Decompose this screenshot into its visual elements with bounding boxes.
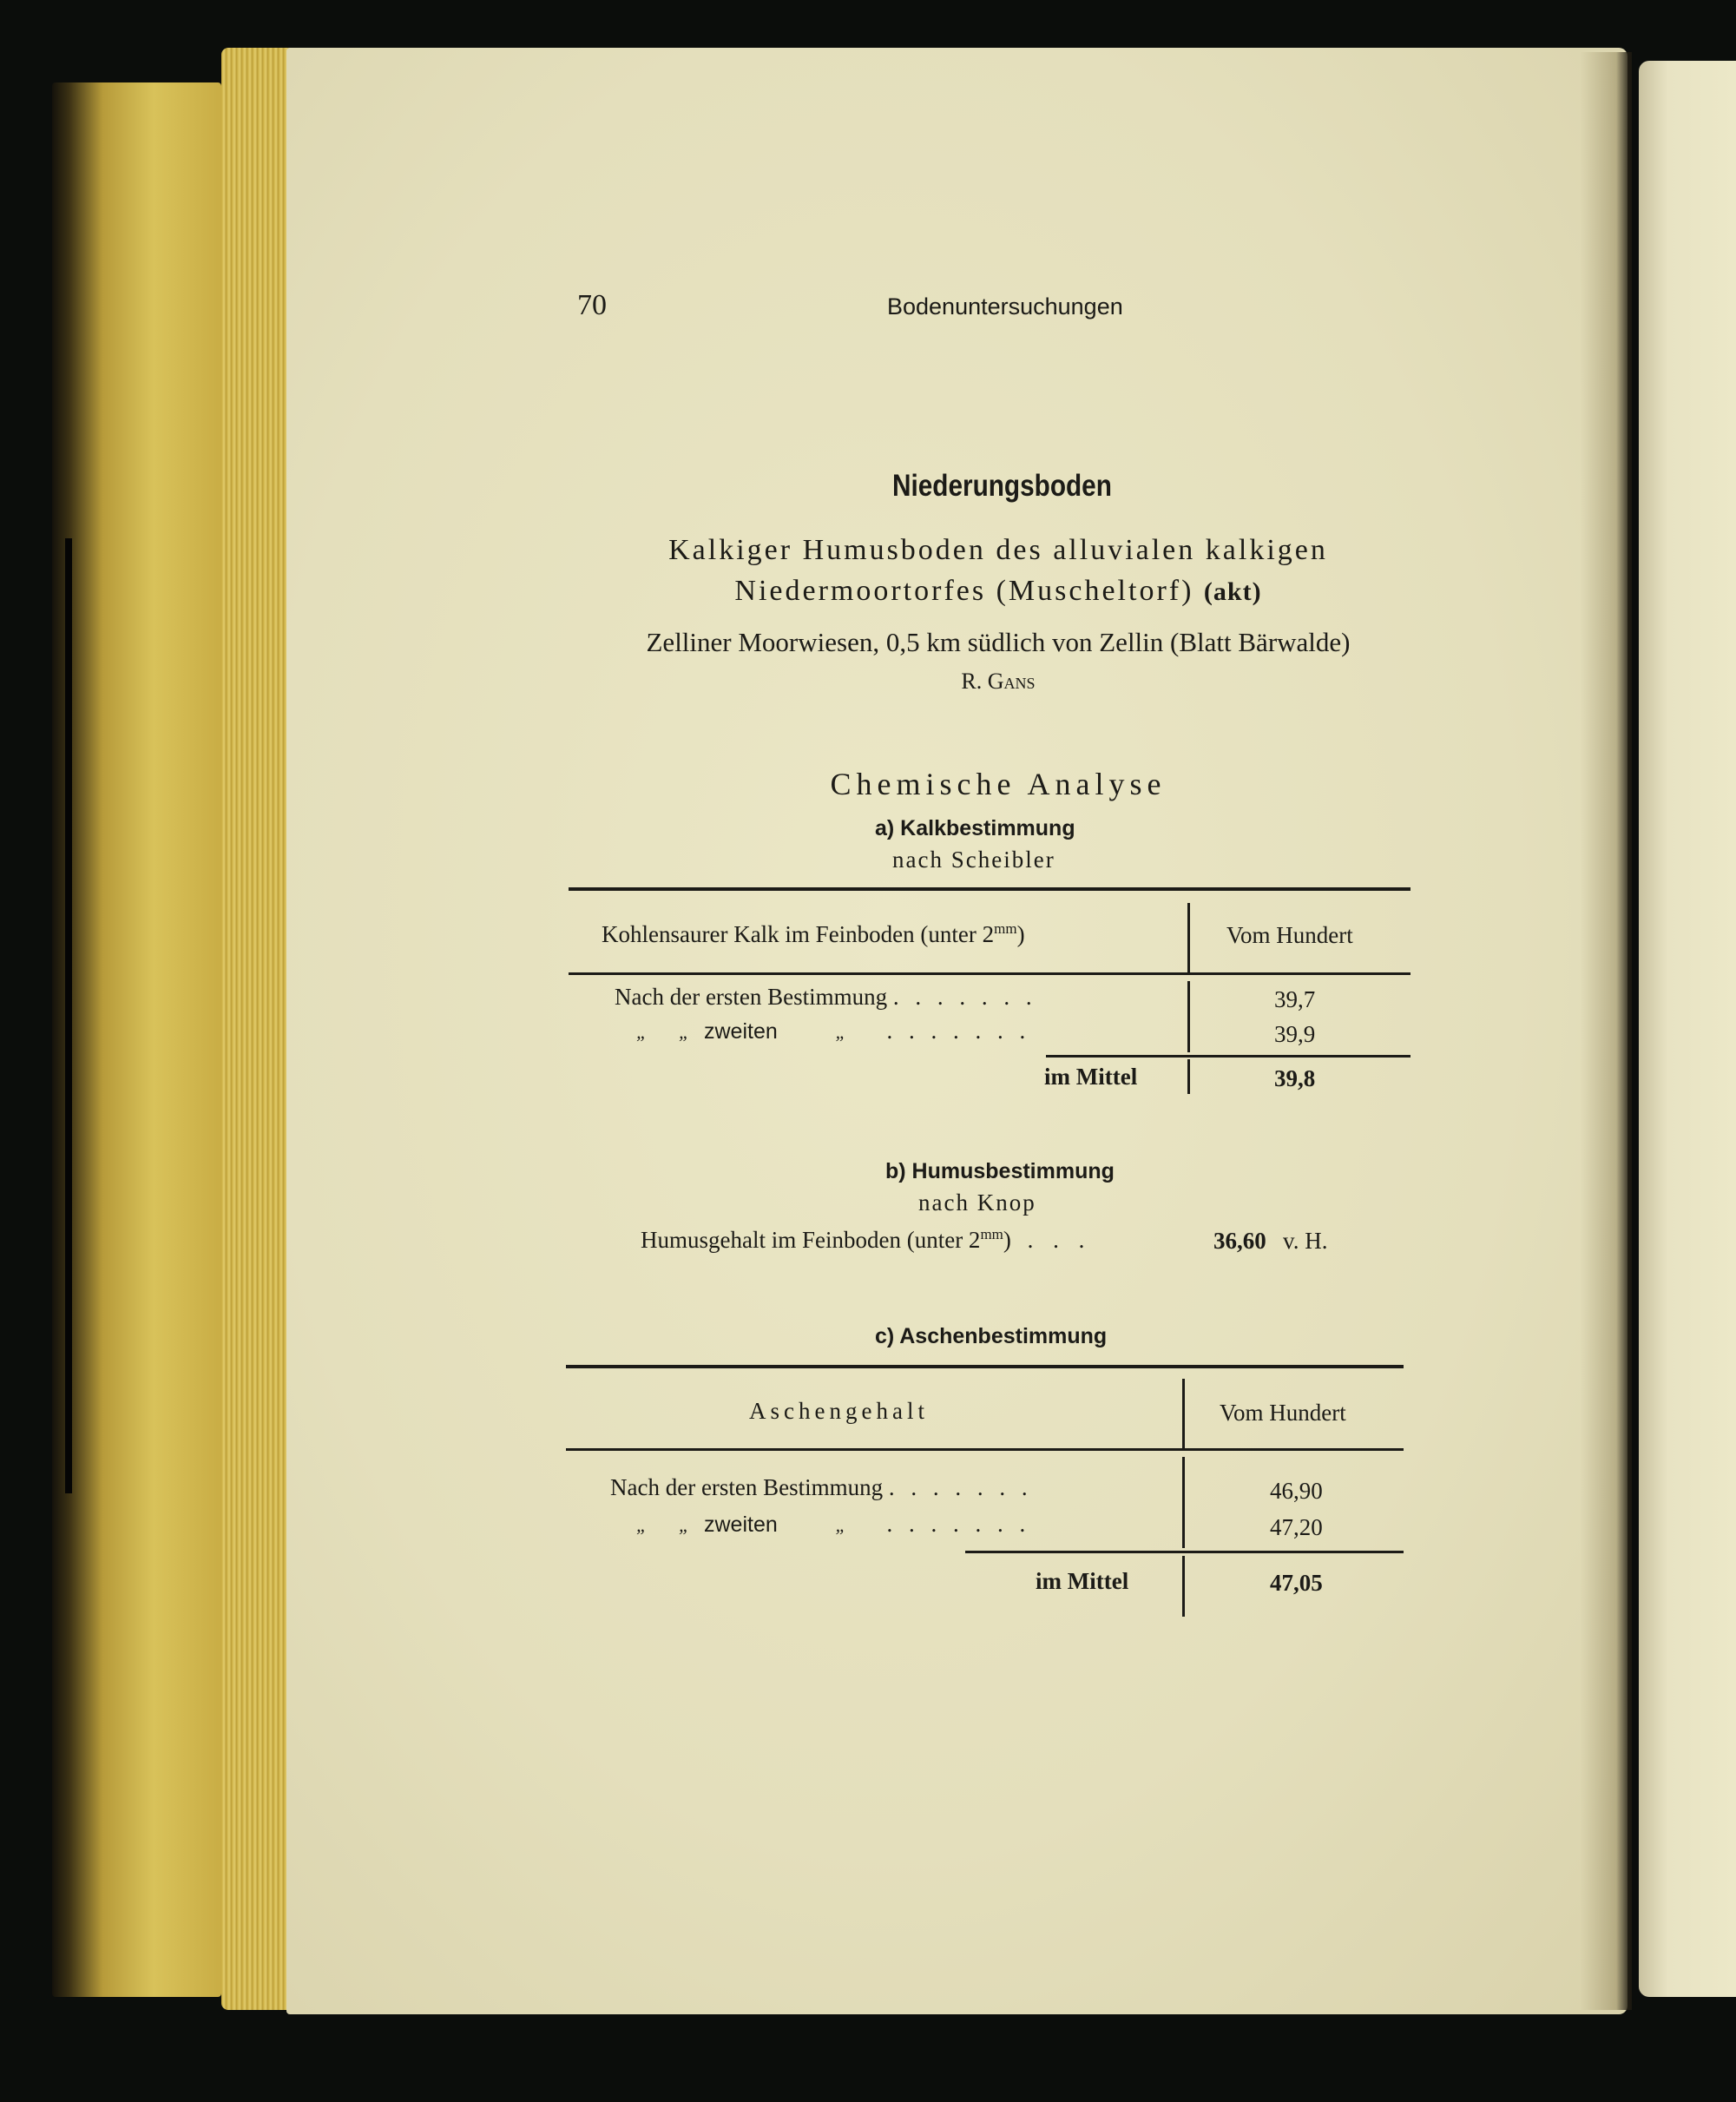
kalk-header-bottom-rule: [569, 972, 1410, 975]
kalk-mean-rule: [1046, 1055, 1410, 1058]
book-left-edge: [52, 82, 221, 1997]
humus-heading: b) Humusbestimmung: [885, 1159, 1115, 1183]
subtitle-line-1: Kalkiger Humusboden des alluvialen kalkigen: [668, 534, 1328, 566]
analysis-title: Chemische Analyse: [830, 767, 1167, 801]
asche-mean-rule: [965, 1551, 1404, 1553]
humus-value: 36,60: [1213, 1228, 1266, 1254]
kalk-mean-value: 39,8: [1274, 1065, 1316, 1091]
asche-row2-label: „ „ zweiten „ . . . . . . .: [636, 1511, 1031, 1537]
humus-unit: v. H.: [1283, 1228, 1328, 1254]
asche-mean-label: im Mittel: [1036, 1568, 1129, 1594]
page-number: 70: [577, 289, 607, 321]
asche-header-bottom-rule: [566, 1448, 1404, 1451]
kalk-row1-value: 39,7: [1274, 986, 1316, 1012]
asche-heading: c) Aschenbestimmung: [875, 1324, 1108, 1348]
kalk-col-right-header: Vom Hundert: [1226, 922, 1353, 948]
asche-table-top-rule: [566, 1365, 1404, 1368]
author-line: [486, 669, 1510, 695]
asche-header-divider: [1182, 1379, 1185, 1448]
author-initial: R.: [961, 669, 983, 694]
running-head: Bodenuntersuchungen: [887, 293, 1123, 320]
page-gutter-shadow: [1580, 52, 1632, 2010]
asche-row1-label: Nach der ersten Bestimmung . . . . . . .: [610, 1474, 1033, 1500]
kalk-col-left-header: Kohlensaurer Kalk im Feinboden (unter $2^{mm}$): [602, 920, 1025, 947]
kalk-row2-label: „ „ zweiten „ . . . . . . .: [636, 1018, 1031, 1044]
kalk-table-top-rule: [569, 887, 1410, 891]
kalk-body-divider: [1187, 981, 1190, 1052]
subtitle-code: (akt): [1203, 577, 1262, 606]
kalk-heading: a) Kalkbestimmung: [875, 816, 1075, 840]
author-name: Gans: [987, 669, 1036, 694]
asche-mean-value: 47,05: [1270, 1570, 1323, 1596]
asche-row2-value: 47,20: [1270, 1514, 1323, 1540]
kalk-header-divider: [1187, 903, 1190, 974]
kalk-mean-label: im Mittel: [1044, 1064, 1138, 1090]
kalk-method: nach Scheibler: [892, 847, 1055, 873]
facing-page-edge: [1639, 61, 1736, 1997]
book-spine-shadow: [65, 538, 72, 1493]
kalk-mean-divider: [1187, 1059, 1190, 1094]
asche-col-left-header: Aschengehalt: [749, 1398, 929, 1424]
location-line: Zelliner Moorwiesen, 0,5 km südlich von Zellin (Blatt Bärwalde): [646, 627, 1351, 657]
kalk-row1-label: Nach der ersten Bestimmung . . . . . . .: [615, 984, 1037, 1010]
subtitle-line-2: [486, 575, 1510, 608]
asche-body-divider: [1182, 1457, 1185, 1548]
page-title: Niederungsboden: [892, 469, 1112, 503]
humus-line: Humusgehalt im Feinboden (unter $2^{mm}$) . . .: [641, 1226, 1092, 1253]
kalk-row2-value: 39,9: [1274, 1021, 1316, 1047]
humus-method: nach Knop: [918, 1189, 1036, 1216]
asche-mean-divider: [1182, 1556, 1185, 1617]
asche-row1-value: 46,90: [1270, 1478, 1323, 1504]
asche-col-right-header: Vom Hundert: [1220, 1400, 1346, 1426]
subtitle-line-2-main: Niedermoortorfes (Muscheltorf): [734, 575, 1194, 607]
